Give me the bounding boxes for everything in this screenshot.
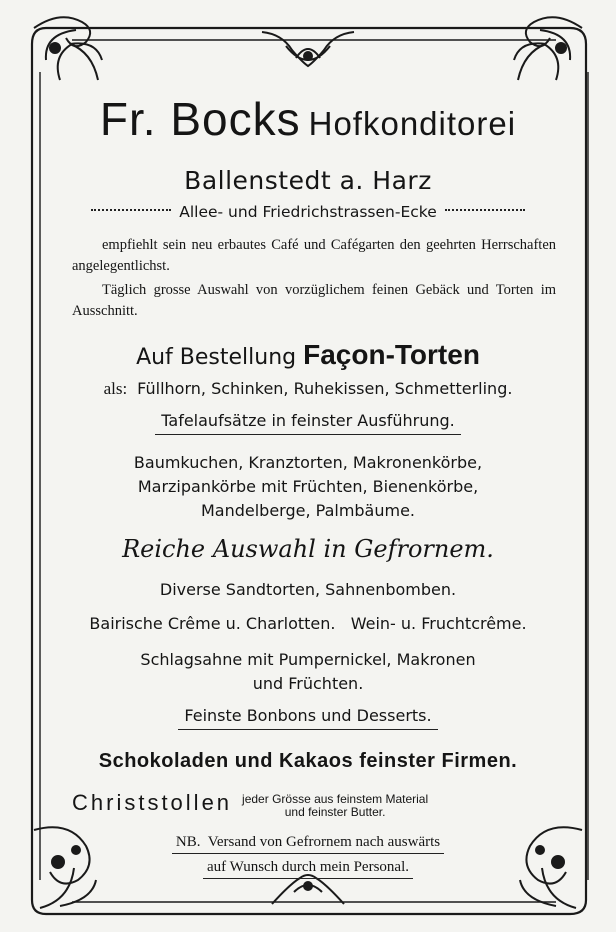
tafel-text: Tafelaufsätze in feinster Ausführung. — [155, 411, 460, 435]
als-items: Füllhorn, Schinken, Ruhekissen, Schmetterling. — [137, 379, 513, 398]
address-line — [0, 203, 616, 221]
shop-name: Fr. Bocks — [99, 93, 301, 145]
nb-line-1 — [0, 834, 616, 851]
sand-line: Diverse Sandtorten, Sahnenbomben. — [159, 580, 457, 599]
city: Ballenstedt a. Harz — [184, 166, 432, 195]
shop-subtitle: Hofkonditorei — [308, 105, 517, 142]
intro-paragraph: empfiehlt sein neu erbautes Café und Cafégarten den geehrten Herrschaften angelegentlichst. — [72, 237, 556, 274]
address: Allee- und Friedrichstrassen-Ecke — [179, 203, 437, 221]
schokoladen-line: Schokoladen und Kakaos feinster Firmen. — [98, 750, 518, 772]
nb-line-2 — [0, 859, 616, 876]
christstollen-word: Christstollen — [72, 790, 233, 815]
shop-title — [0, 92, 616, 146]
daily-paragraph: Täglich grosse Auswahl von vorzüglichem feinen Gebäck und Torten im Ausschnitt. — [72, 282, 556, 319]
dotted-rule-right — [445, 209, 525, 211]
pastries-line-3: Mandelberge, Palmbäume. — [200, 501, 416, 520]
bonbons-text: Feinste Bonbons und Desserts. — [178, 706, 437, 730]
christstollen-detail-2: und feinster Butter. — [284, 805, 386, 819]
bottom-center-ornament — [272, 875, 344, 904]
bonbons-line — [0, 706, 616, 725]
schlag-line-1: Schlagsahne mit Pumpernickel, Makronen — [140, 650, 476, 669]
pastries-line-1: Baumkuchen, Kranztorten, Makronenkörbe, — [133, 453, 483, 472]
christstollen-detail — [242, 793, 428, 819]
reiche-heading: Reiche Auswahl in Gefrornem. — [122, 535, 494, 563]
order-prefix: Auf Bestellung — [136, 345, 297, 370]
tafel-line — [0, 411, 616, 430]
nb-text-1: NB. Versand von Gefrornem nach auswärts — [172, 834, 444, 854]
christstollen-detail-1: jeder Grösse aus feinstem Material — [242, 792, 429, 806]
pastries-line-2: Marzipankörbe mit Früchten, Bienenkörbe, — [137, 477, 479, 496]
creme-line: Bairische Crême u. Charlotten. Wein- u. Fruchtcrême. — [89, 614, 527, 633]
christstollen-line — [72, 790, 562, 819]
order-line — [0, 339, 616, 371]
als-label: als: — [103, 379, 128, 398]
nb-text-2: auf Wunsch durch mein Personal. — [203, 859, 413, 879]
order-highlight: Façon-Torten — [303, 339, 480, 370]
corner-ornament-top-left — [34, 17, 102, 80]
schlag-line-2: und Früchten. — [252, 674, 364, 693]
dotted-rule-left — [91, 209, 171, 211]
top-center-ornament — [262, 32, 354, 66]
corner-ornament-top-right — [514, 17, 582, 80]
als-line — [0, 379, 616, 399]
